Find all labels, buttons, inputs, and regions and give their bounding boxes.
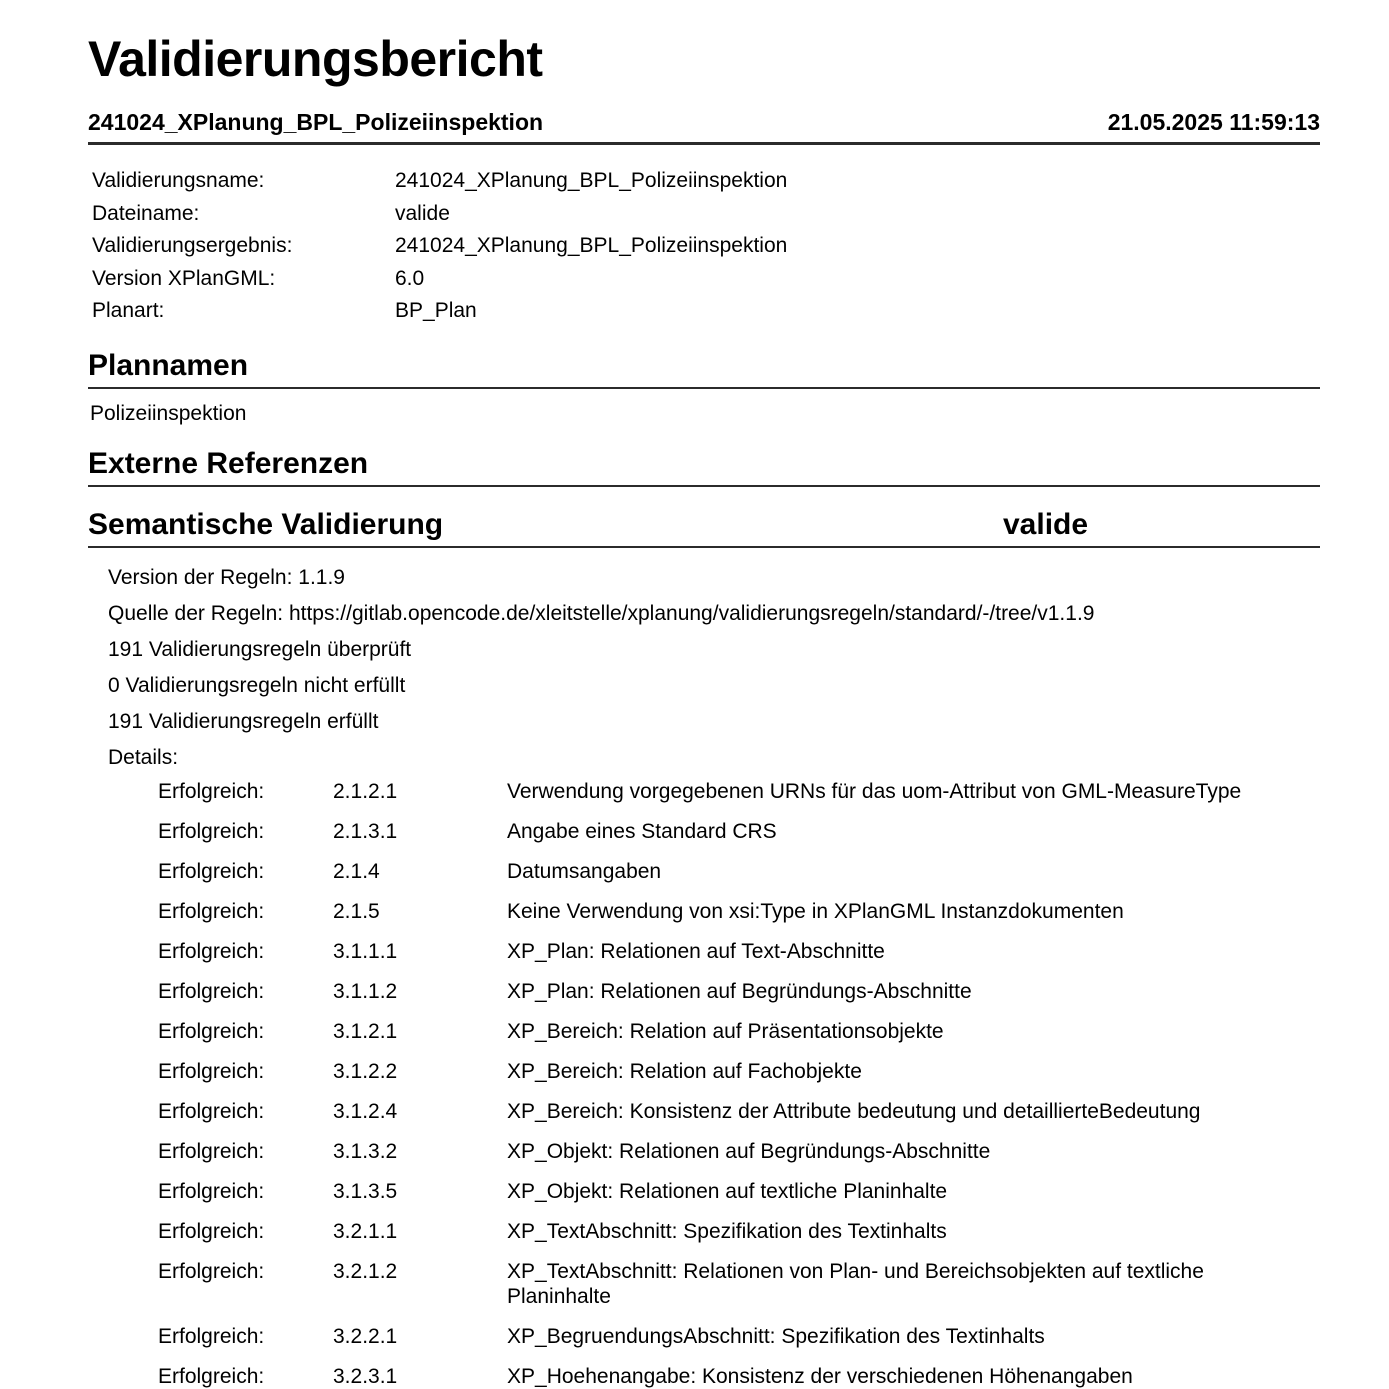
rule-number: 3.2.2.1	[333, 1324, 398, 1348]
validation-details-table	[158, 779, 1320, 1389]
rule-status: Erfolgreich:	[158, 979, 265, 1003]
meta-value: 241024_XPlanung_BPL_Polizeiinspektion	[395, 169, 788, 192]
rule-number: 3.1.2.4	[333, 1099, 398, 1123]
rule-number: 3.2.1.1	[333, 1219, 398, 1243]
rule-number: 3.1.3.2	[333, 1139, 398, 1163]
rule-status: Erfolgreich:	[158, 779, 265, 803]
header-timestamp: 21.05.2025 11:59:13	[1107, 109, 1320, 135]
meta-row	[92, 230, 1320, 263]
validation-rule-row	[158, 859, 1320, 884]
header-divider	[88, 142, 1320, 145]
rule-status: Erfolgreich:	[158, 939, 265, 963]
rule-description: Angabe eines Standard CRS	[507, 819, 777, 843]
validation-rule-row	[158, 899, 1320, 924]
rule-number: 3.2.1.2	[333, 1259, 398, 1283]
rule-description: Keine Verwendung von xsi:Type in XPlanGML Instanzdokumenten	[507, 899, 1124, 923]
validation-rule-row	[158, 1324, 1320, 1349]
report-header	[88, 109, 1320, 135]
rule-description: XP_Hoehenangabe: Konsistenz der verschiedenen Höhenangaben	[507, 1364, 1133, 1388]
rule-number: 2.1.4	[333, 859, 380, 883]
semantische-validierung-heading: Semantische Validierung	[88, 507, 444, 541]
meta-label: Dateiname:	[92, 201, 200, 225]
rule-status: Erfolgreich:	[158, 899, 265, 923]
rule-status: Erfolgreich:	[158, 1259, 265, 1283]
meta-label: Version XPlanGML:	[92, 266, 276, 290]
rule-number: 3.1.3.5	[333, 1179, 398, 1203]
rule-status: Erfolgreich:	[158, 1139, 265, 1163]
rule-number: 3.1.2.2	[333, 1059, 398, 1083]
rule-description: Datumsangaben	[507, 859, 662, 883]
meta-value: valide	[395, 201, 450, 225]
validation-rule-row	[158, 819, 1320, 844]
rule-number: 3.1.2.1	[333, 1019, 398, 1043]
validation-rule-row	[158, 1099, 1320, 1124]
plan-name: Polizeiinspektion	[90, 401, 247, 425]
externe-referenzen-heading: Externe Referenzen	[88, 446, 369, 480]
validation-rule-row	[158, 1219, 1320, 1244]
rule-description: XP_Objekt: Relationen auf textliche Planinhalte	[507, 1179, 948, 1203]
rule-status: Erfolgreich:	[158, 1099, 265, 1123]
rule-status: Erfolgreich:	[158, 1019, 265, 1043]
meta-row	[92, 165, 1320, 198]
meta-value: 241024_XPlanung_BPL_Polizeiinspektion	[395, 234, 788, 257]
rule-status: Erfolgreich:	[158, 1324, 265, 1348]
meta-row	[92, 295, 1320, 328]
meta-value: 6.0	[395, 266, 425, 290]
meta-label: Validierungsname:	[92, 169, 265, 192]
rules-version-line: Version der Regeln: 1.1.9	[108, 565, 345, 589]
meta-value: BP_Plan	[395, 299, 477, 322]
validation-rule-row	[158, 1019, 1320, 1044]
plannamen-heading: Plannamen	[88, 348, 249, 382]
semantische-validierung-heading-row	[88, 509, 1320, 541]
section-externe-referenzen	[88, 448, 1320, 487]
rule-description: XP_TextAbschnitt: Spezifikation des Textinhalts	[507, 1219, 947, 1243]
validation-result-badge: valide	[1003, 507, 1089, 541]
rule-description: XP_Bereich: Konsistenz der Attribute bedeutung und detaillierteBedeutung	[507, 1099, 1201, 1123]
validation-rule-row	[158, 779, 1320, 804]
rule-number: 3.2.3.1	[333, 1364, 398, 1388]
rule-description: XP_Objekt: Relationen auf Begründungs-Abschnitte	[507, 1139, 991, 1163]
summary-line: 191 Validierungsregeln erfüllt	[108, 709, 379, 733]
rule-description: Verwendung vorgegebenen URNs für das uom-Attribut von GML-MeasureType	[507, 779, 1242, 803]
meta-row	[92, 263, 1320, 296]
validation-rule-row	[158, 939, 1320, 964]
validation-rule-row	[158, 1139, 1320, 1164]
rule-status: Erfolgreich:	[158, 1179, 265, 1203]
meta-row	[92, 198, 1320, 231]
rule-number: 3.1.1.1	[333, 939, 398, 963]
report-title: Validierungsbericht	[88, 31, 543, 87]
details-label: Details:	[108, 745, 179, 769]
externe-referenzen-divider	[88, 485, 1320, 487]
validation-rule-row	[158, 979, 1320, 1004]
rule-number: 2.1.3.1	[333, 819, 398, 843]
rule-number: 3.1.1.2	[333, 979, 398, 1003]
validation-rule-row	[158, 1364, 1320, 1389]
validation-summary	[108, 560, 1320, 776]
rule-description: XP_BegruendungsAbschnitt: Spezifikation des Textinhalts	[507, 1324, 1045, 1348]
rule-status: Erfolgreich:	[158, 1219, 265, 1243]
rule-description: XP_Plan: Relationen auf Begründungs-Abschnitte	[507, 979, 972, 1003]
meta-label: Validierungsergebnis:	[92, 234, 293, 257]
rule-status: Erfolgreich:	[158, 819, 265, 843]
rule-status: Erfolgreich:	[158, 1364, 265, 1388]
rule-description: XP_Bereich: Relation auf Fachobjekte	[507, 1059, 862, 1083]
header-document-name: 241024_XPlanung_BPL_Polizeiinspektion	[88, 109, 544, 135]
plannamen-divider	[88, 387, 1320, 389]
meta-table	[92, 165, 1320, 328]
section-plannamen	[88, 350, 1320, 426]
section-semantische-validierung	[88, 509, 1320, 1389]
meta-label: Planart:	[92, 299, 165, 322]
summary-lines	[108, 632, 1320, 740]
rule-status: Erfolgreich:	[158, 859, 265, 883]
validation-rule-row	[158, 1059, 1320, 1084]
summary-line: 0 Validierungsregeln nicht erfüllt	[108, 673, 406, 697]
rule-description: XP_TextAbschnitt: Relationen von Plan- und Bereichsobjekten auf textliche Planinhalte	[507, 1259, 1204, 1308]
semantische-validierung-divider	[88, 546, 1320, 548]
validation-rule-row	[158, 1179, 1320, 1204]
rule-status: Erfolgreich:	[158, 1059, 265, 1083]
validation-rule-row	[158, 1259, 1320, 1309]
rule-description: XP_Plan: Relationen auf Text-Abschnitte	[507, 939, 885, 963]
rule-description: XP_Bereich: Relation auf Präsentationsobjekte	[507, 1019, 944, 1043]
rule-number: 2.1.5	[333, 899, 380, 923]
rules-source-line: Quelle der Regeln: https://gitlab.opencode.de/xleitstelle/xplanung/validierungsregeln/standard/-/tree/v1.1.9	[108, 601, 1095, 625]
rule-number: 2.1.2.1	[333, 779, 398, 803]
summary-line: 191 Validierungsregeln überprüft	[108, 637, 412, 661]
